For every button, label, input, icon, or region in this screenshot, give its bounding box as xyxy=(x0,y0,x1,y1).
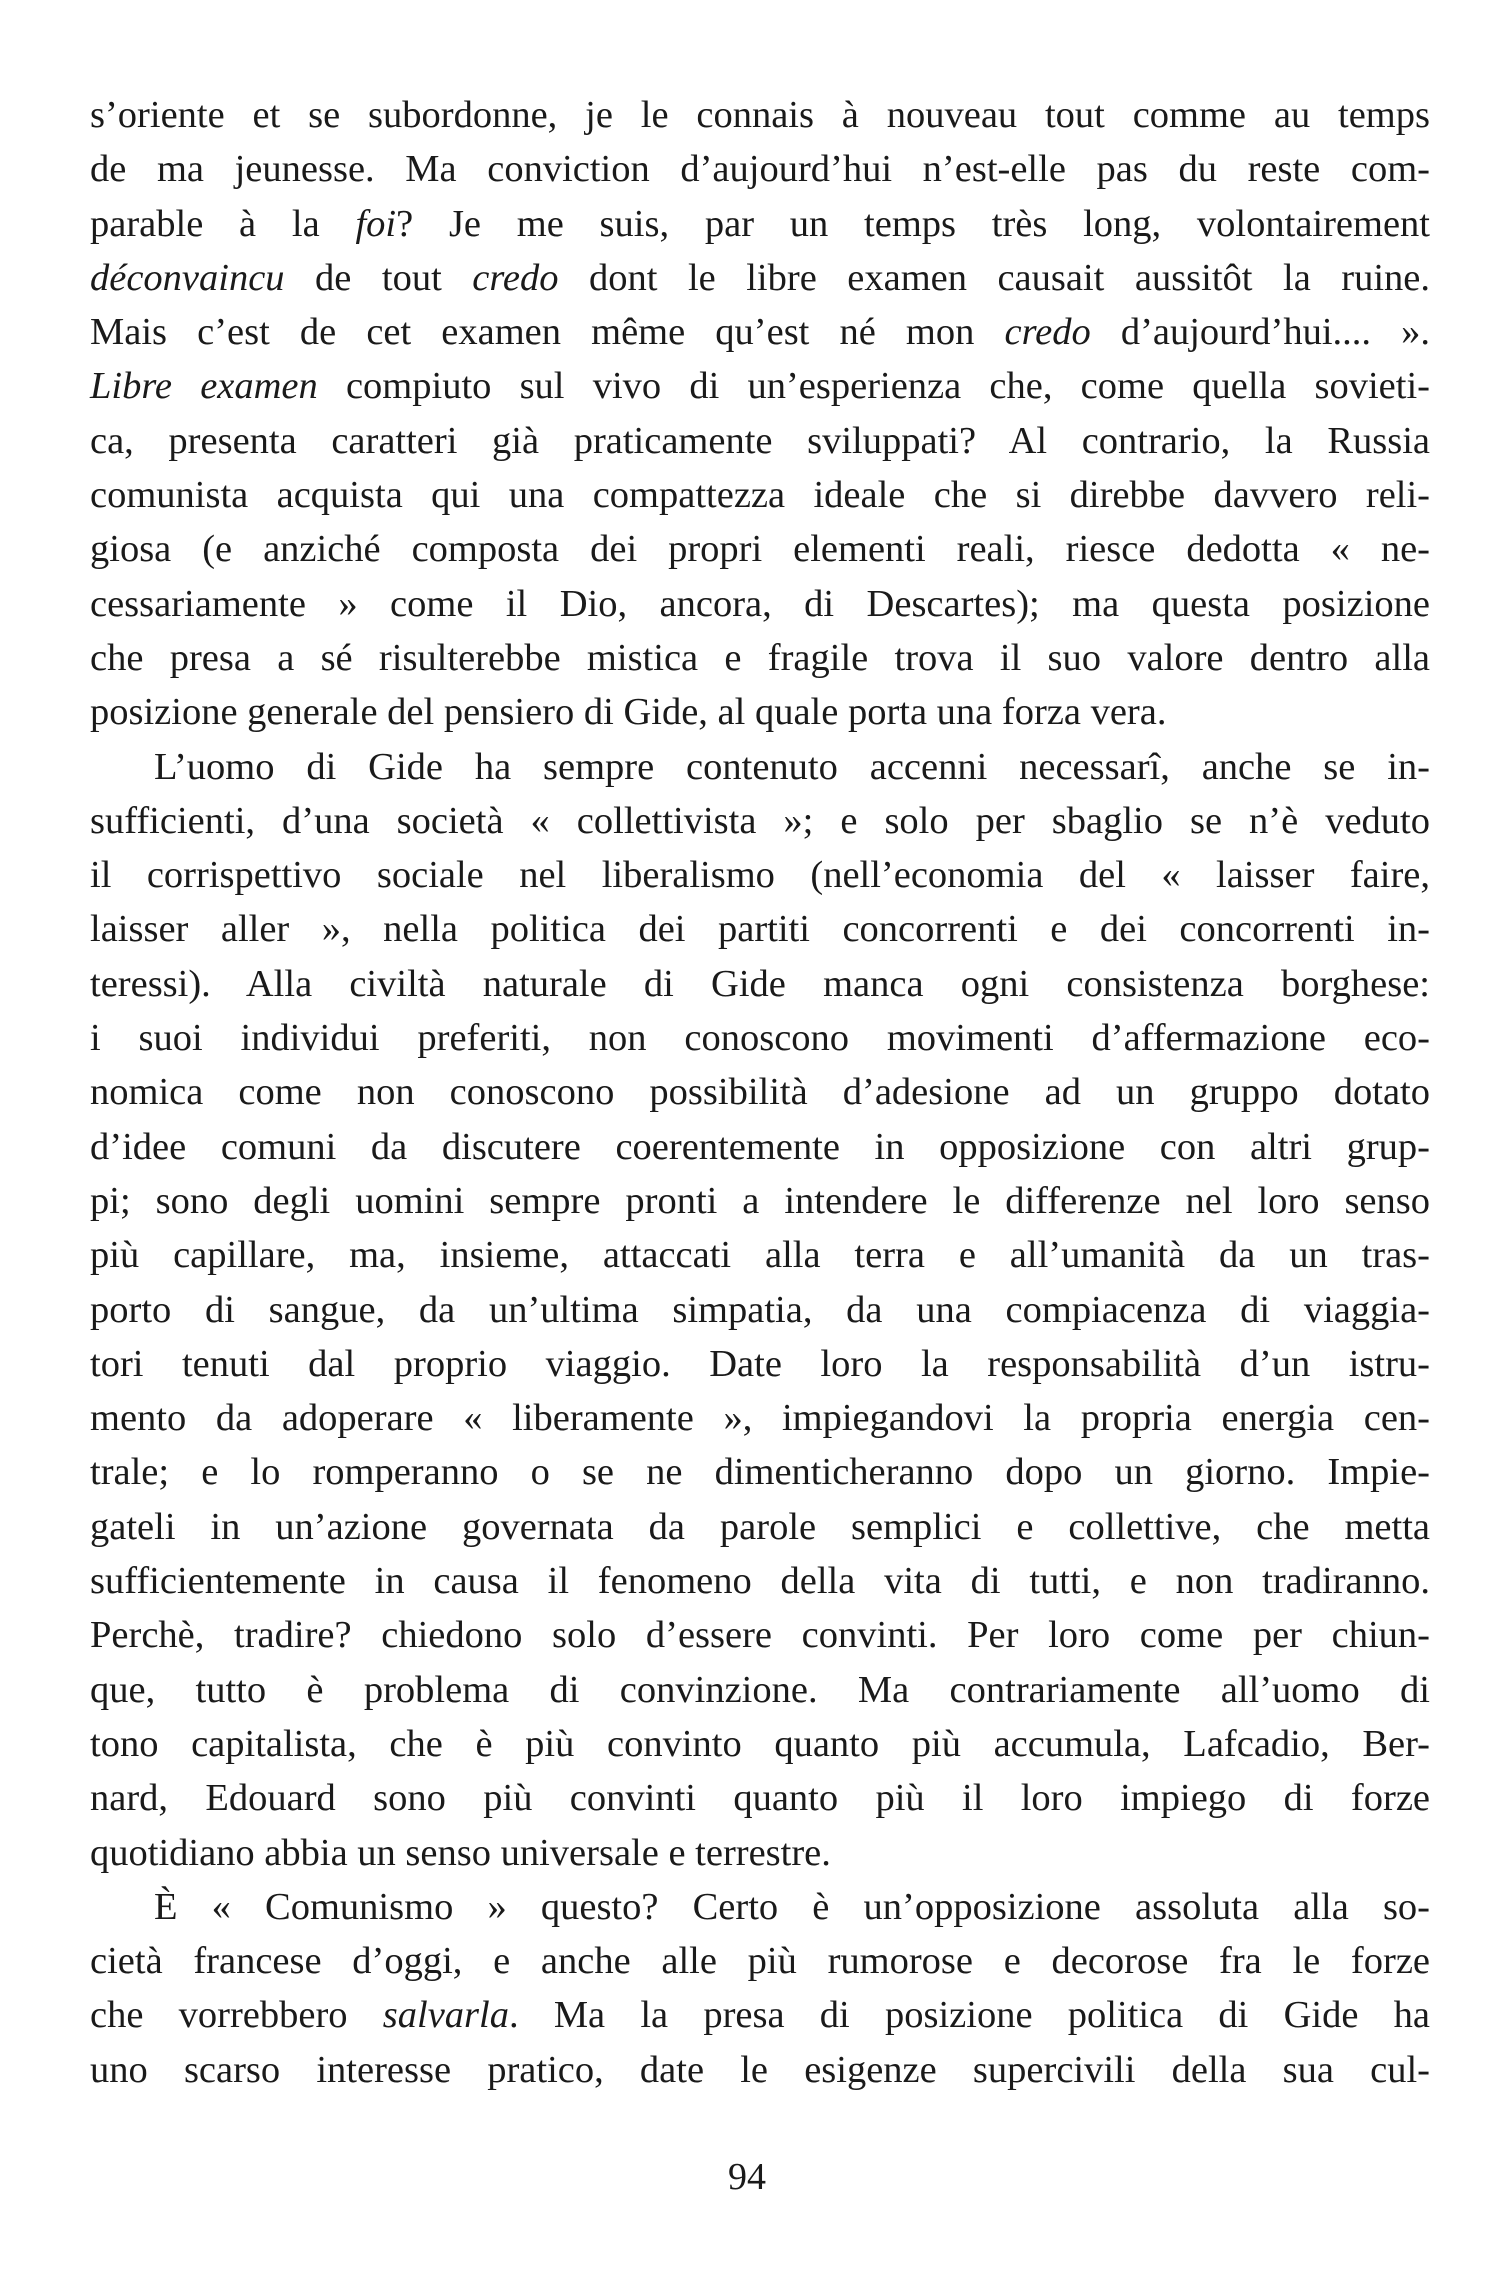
text-line: de ma jeunesse. Ma conviction d’aujourd’hui n’est-elle pas du reste com- xyxy=(90,148,1430,191)
text-line: porto di sangue, da un’ultima simpatia, da una compiacenza di viaggia- xyxy=(90,1288,1430,1331)
text-line: posizione generale del pensiero di Gide, al quale porta una forza vera. xyxy=(90,691,1167,734)
text-line: mento da adoperare « liberamente », impiegandovi la propria energia cen- xyxy=(90,1397,1430,1440)
text-line: cietà francese d’oggi, e anche alle più rumorose e decorose fra le forze xyxy=(90,1940,1430,1983)
page-body xyxy=(90,88,1430,2097)
paragraph xyxy=(90,740,1430,1880)
text-line: trale; e lo romperanno o se ne dimenticheranno dopo un giorno. Impie- xyxy=(90,1451,1430,1494)
paragraph xyxy=(90,1880,1430,2097)
text-line: parable à la foi? Je me suis, par un temps très long, volontairement xyxy=(90,202,1430,245)
text-line: gateli in un’azione governata da parole semplici e collettive, che metta xyxy=(90,1505,1430,1548)
text-line: nomica come non conoscono possibilità d’adesione ad un gruppo dotato xyxy=(90,1071,1430,1114)
page-number: 94 xyxy=(728,2156,766,2198)
text-line: que, tutto è problema di convinzione. Ma contrariamente all’uomo di xyxy=(90,1668,1430,1711)
text-line: Mais c’est de cet examen même qu’est né mon credo d’aujourd’hui.... ». xyxy=(90,311,1430,354)
text-line: s’oriente et se subordonne, je le connais à nouveau tout comme au temps xyxy=(90,94,1430,136)
text-line: quotidiano abbia un senso universale e terrestre. xyxy=(90,1831,831,1874)
text-line: che presa a sé risulterebbe mistica e fragile trova il suo valore dentro alla xyxy=(90,636,1430,679)
text-line: laisser aller », nella politica dei partiti concorrenti e dei concorrenti in- xyxy=(90,908,1430,951)
text-line: Libre examen compiuto sul vivo di un’esperienza che, come quella sovieti- xyxy=(90,365,1430,408)
text-line: déconvaincu de tout credo dont le libre examen causait aussitôt la ruine. xyxy=(90,256,1431,299)
text-line: sufficienti, d’una società « collettivista »; e solo per sbaglio se n’è veduto xyxy=(90,799,1430,842)
text-line: L’uomo di Gide ha sempre contenuto accenni necessarî, anche se in- xyxy=(154,745,1430,788)
text-line: cessariamente » come il Dio, ancora, di Descartes); ma questa posizione xyxy=(90,582,1430,625)
text-line: pi; sono degli uomini sempre pronti a intendere le differenze nel loro senso xyxy=(90,1179,1430,1222)
text-line: giosa (e anziché composta dei propri elementi reali, riesce dedotta « ne- xyxy=(90,528,1430,571)
text-line: sufficientemente in causa il fenomeno della vita di tutti, e non tradiranno. xyxy=(90,1560,1430,1603)
text-line: tono capitalista, che è più convinto quanto più accumula, Lafcadio, Ber- xyxy=(90,1722,1430,1765)
text-line: Perchè, tradire? chiedono solo d’essere convinti. Per loro come per chiun- xyxy=(90,1614,1430,1657)
text-line: È « Comunismo » questo? Certo è un’opposizione assoluta alla so- xyxy=(154,1885,1430,1928)
text-line: che vorrebbero salvarla. Ma la presa di posizione politica di Gide ha xyxy=(90,1994,1430,2037)
text-line: teressi). Alla civiltà naturale di Gide manca ogni consistenza borghese: xyxy=(90,962,1430,1005)
text-line: ca, presenta caratteri già praticamente sviluppati? Al contrario, la Russia xyxy=(90,419,1430,462)
paragraph xyxy=(90,88,1430,740)
text-line: tori tenuti dal proprio viaggio. Date loro la responsabilità d’un istru- xyxy=(90,1342,1430,1385)
text-line: i suoi individui preferiti, non conoscono movimenti d’affermazione eco- xyxy=(90,1017,1430,1060)
text-line: uno scarso interesse pratico, date le esigenze supercivili della sua cul- xyxy=(90,2048,1430,2091)
text-line: il corrispettivo sociale nel liberalismo (nell’economia del « laisser faire, xyxy=(90,854,1430,897)
text-line: più capillare, ma, insieme, attaccati alla terra e all’umanità da un tras- xyxy=(90,1234,1430,1277)
text-line: comunista acquista qui una compattezza ideale che si direbbe davvero reli- xyxy=(90,474,1430,517)
text-line: nard, Edouard sono più convinti quanto più il loro impiego di forze xyxy=(90,1777,1430,1820)
text-line: d’idee comuni da discutere coerentemente in opposizione con altri grup- xyxy=(90,1125,1430,1168)
